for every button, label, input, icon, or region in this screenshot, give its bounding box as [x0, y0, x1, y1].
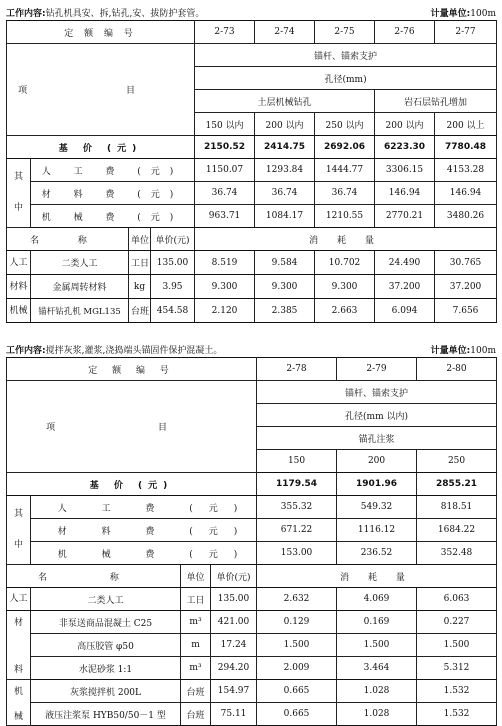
t1-cost: 1150.07: [195, 159, 255, 182]
t2-base-label: 基 价 (元): [7, 473, 257, 496]
t1-code: 2-75: [315, 21, 375, 44]
t1-code: 2-74: [255, 21, 315, 44]
t2-cat-material: [7, 611, 31, 680]
t1-cat-qi: 其: [13, 172, 23, 182]
t1-item-qty: 30.765: [435, 251, 497, 275]
t1-cost-name: 机 械 费 (元): [31, 205, 195, 228]
t2-item-qty: 2.009: [257, 657, 337, 680]
t2-cost: 818.51: [417, 496, 497, 519]
t2-item-qty: 1.028: [337, 703, 417, 726]
t2-cat-machine: [7, 680, 31, 726]
t2-item-qty: 0.665: [257, 703, 337, 726]
t2-cost-name: 材 料 费 (元): [31, 519, 257, 542]
t2-item-unit: 台班: [181, 680, 211, 703]
t1-item-price: 454.58: [151, 299, 195, 323]
t1-base: 2150.52: [195, 136, 255, 159]
t2-item-qty: 1.532: [417, 703, 497, 726]
t2-item-price: 17.24: [211, 634, 257, 657]
t1-col-price: 单价(元): [151, 228, 195, 251]
t2-cost: 352.48: [417, 542, 497, 565]
t1-item-qty: 8.519: [195, 251, 255, 275]
t2-cat-labor: 人工: [7, 588, 31, 611]
t1-cost: 2770.21: [375, 205, 435, 228]
t2-cost: 355.32: [257, 496, 337, 519]
t1-cat-machine: 机械: [7, 299, 31, 323]
t2-item-qty: 1.532: [417, 680, 497, 703]
t2-item-qty: 0.227: [417, 611, 497, 634]
t1-code: 2-76: [375, 21, 435, 44]
t2-cat-zhong: 中: [13, 540, 23, 550]
t1-cat-zhong: 中: [13, 203, 23, 213]
t1-item-qty: 2.663: [315, 299, 375, 323]
t1-sub: 200 以内: [255, 113, 315, 136]
t2-item-qty: 0.129: [257, 611, 337, 634]
t1-header: [6, 6, 496, 18]
t1-cost: 1293.84: [255, 159, 315, 182]
t2-cost: 549.32: [337, 496, 417, 519]
t2-header-grout: 锚孔注浆: [257, 427, 497, 450]
t2-base: 1901.96: [337, 473, 417, 496]
t2-sub: 150: [257, 450, 337, 473]
t1-base: 2692.06: [315, 136, 375, 159]
t2-item-qty: 0.665: [257, 680, 337, 703]
t1-item-qty: 7.656: [435, 299, 497, 323]
t1-item-price: 135.00: [151, 251, 195, 275]
t2-code: 2-80: [417, 358, 497, 381]
t2-item-name: 二类人工: [31, 588, 181, 611]
t1-cost: 36.74: [195, 182, 255, 205]
t1-header-soil: 土层机械钻孔: [195, 90, 375, 113]
t2-item-price: 421.00: [211, 611, 257, 634]
t2-code: 2-78: [257, 358, 337, 381]
t1-base: 7780.48: [435, 136, 497, 159]
t1-item-qty: 2.120: [195, 299, 255, 323]
t2-item-unit: 工日: [181, 588, 211, 611]
t1-item-qty: 9.300: [315, 275, 375, 299]
t2-col-usage: 消 耗 量: [257, 565, 497, 588]
t2-cost: 1684.22: [417, 519, 497, 542]
t1-base: 2414.75: [255, 136, 315, 159]
t1-item-unit: 台班: [129, 299, 151, 323]
t1-col-usage: 消 耗 量: [195, 228, 497, 251]
t2-item-qty: 0.169: [337, 611, 417, 634]
t1-cost: 146.94: [435, 182, 497, 205]
t2-base: 1179.54: [257, 473, 337, 496]
t1-item-qty: 24.490: [375, 251, 435, 275]
t2-sub: 200: [337, 450, 417, 473]
quota-table-1: [6, 20, 497, 323]
t2-item-name: 灰浆搅拌机 200L: [31, 680, 181, 703]
t1-cost: 3306.15: [375, 159, 435, 182]
t2-col-price: 单价(元): [211, 565, 257, 588]
t2-item-unit: m³: [181, 657, 211, 680]
t1-cost: 963.71: [195, 205, 255, 228]
t1-item-name: 锚杆钻孔机 MGL135: [31, 299, 129, 323]
t1-sub: 200 以内: [375, 113, 435, 136]
t1-item-qty: 37.200: [435, 275, 497, 299]
t1-item-qty: 9.300: [195, 275, 255, 299]
t1-col-name: 名 称: [7, 228, 129, 251]
t2-item-price: 154.97: [211, 680, 257, 703]
t1-item-qty: 2.385: [255, 299, 315, 323]
t2-work-content: 工作内容:搅拌灰浆,灌浆,浇捣端头锚固件保护混凝土。: [6, 346, 223, 356]
t1-cost: 1084.17: [255, 205, 315, 228]
t2-item-unit: 台班: [181, 703, 211, 726]
t1-item-unit: kg: [129, 275, 151, 299]
t1-item-qty: 9.584: [255, 251, 315, 275]
t1-header-rock: 岩石层钻孔增加: [375, 90, 497, 113]
t2-sub: 250: [417, 450, 497, 473]
t1-base: 6223.30: [375, 136, 435, 159]
t1-cost: 1444.77: [315, 159, 375, 182]
t2-item-qty: 3.464: [337, 657, 417, 680]
t1-cat-material: 材料: [7, 275, 31, 299]
t2-cat-mat-bot: 料: [13, 665, 23, 675]
t1-cost-name: 材 料 费 (元): [31, 182, 195, 205]
t2-item-qty: 1.500: [257, 634, 337, 657]
t1-base-label: 基 价 (元): [7, 136, 195, 159]
t1-code-label: 定 额 编 号: [7, 21, 195, 44]
t1-cost: 146.94: [375, 182, 435, 205]
t2-header: [6, 343, 496, 355]
t2-cat-mach-bot: 械: [13, 712, 23, 722]
t2-cat-mach-top: 机: [13, 687, 23, 697]
t2-measure-unit: 计量单位:100m: [430, 346, 496, 356]
t2-item-qty: 2.632: [257, 588, 337, 611]
t1-item-qty: 9.300: [255, 275, 315, 299]
t2-item-qty: 4.069: [337, 588, 417, 611]
t2-header-diameter: 孔径(mm 以内): [257, 404, 497, 427]
t2-item-unit: m: [181, 634, 211, 657]
t1-sub: 150 以内: [195, 113, 255, 136]
t2-header-main: 锚杆、锚索支护: [257, 381, 497, 404]
t1-item-qty: 10.702: [315, 251, 375, 275]
t2-item-name: 高压胶管 φ50: [31, 634, 181, 657]
t2-col-name: 名 称: [7, 565, 181, 588]
t1-item-name: 金属周转材料: [31, 275, 129, 299]
t1-cost-name: 人 工 费 (元): [31, 159, 195, 182]
t1-cost: 4153.28: [435, 159, 497, 182]
t1-sub: 200 以上: [435, 113, 497, 136]
t2-cost-name: 人 工 费 (元): [31, 496, 257, 519]
t1-code: 2-73: [195, 21, 255, 44]
t2-item-name: 液压注浆泵 HYB50/50－1 型: [31, 703, 181, 726]
t2-cost: 153.00: [257, 542, 337, 565]
t2-base: 2855.21: [417, 473, 497, 496]
quota-table-2: [6, 357, 497, 726]
t1-item-qty: 37.200: [375, 275, 435, 299]
t2-item-price: 294.20: [211, 657, 257, 680]
t2-item-name: 水泥砂浆 1:1: [31, 657, 181, 680]
t1-code: 2-77: [435, 21, 497, 44]
t1-cost: 1210.55: [315, 205, 375, 228]
t2-cost-name: 机 械 费 (元): [31, 542, 257, 565]
t2-cost: 236.52: [337, 542, 417, 565]
t1-item-price: 3.95: [151, 275, 195, 299]
t1-work-content: 工作内容:钻孔机具安、拆,钻孔,安、拔防护套管。: [6, 9, 205, 19]
t2-item-qty: 1.028: [337, 680, 417, 703]
t2-cat-qizhong: [7, 496, 31, 565]
t2-item-price: 135.00: [211, 588, 257, 611]
t2-item-qty: 6.063: [417, 588, 497, 611]
t1-item-unit: 工日: [129, 251, 151, 275]
t2-item-qty: 5.312: [417, 657, 497, 680]
t1-measure-unit: 计量单位:100m: [430, 9, 496, 19]
t2-item-qty: 1.500: [337, 634, 417, 657]
t2-item-price: 75.11: [211, 703, 257, 726]
t2-cat-qi: 其: [13, 509, 23, 519]
t1-sub: 250 以内: [315, 113, 375, 136]
t1-cost: 36.74: [315, 182, 375, 205]
t1-cat-labor: 人工: [7, 251, 31, 275]
t1-cost: 3480.26: [435, 205, 497, 228]
t2-item-unit: m³: [181, 611, 211, 634]
t2-cost: 671.22: [257, 519, 337, 542]
t1-cat-qizhong: [7, 159, 31, 228]
t2-code-label: 定 额 编 号: [7, 358, 257, 381]
t1-header-diameter: 孔径(mm): [195, 67, 497, 90]
t2-cat-mat-top: 材: [13, 618, 23, 628]
t2-col-unit: 单位: [181, 565, 211, 588]
t2-item-name: 非泵送商品混凝土 C25: [31, 611, 181, 634]
t1-item-qty: 6.094: [375, 299, 435, 323]
t1-item-label: 项 目: [7, 44, 195, 136]
t1-cost: 36.74: [255, 182, 315, 205]
t2-code: 2-79: [337, 358, 417, 381]
t2-item-label: 项 目: [7, 381, 257, 473]
t2-cost: 1116.12: [337, 519, 417, 542]
t1-col-unit: 单位: [129, 228, 151, 251]
t2-item-qty: 1.500: [417, 634, 497, 657]
t1-item-name: 二类人工: [31, 251, 129, 275]
t1-header-main: 锚杆、锚索支护: [195, 44, 497, 67]
